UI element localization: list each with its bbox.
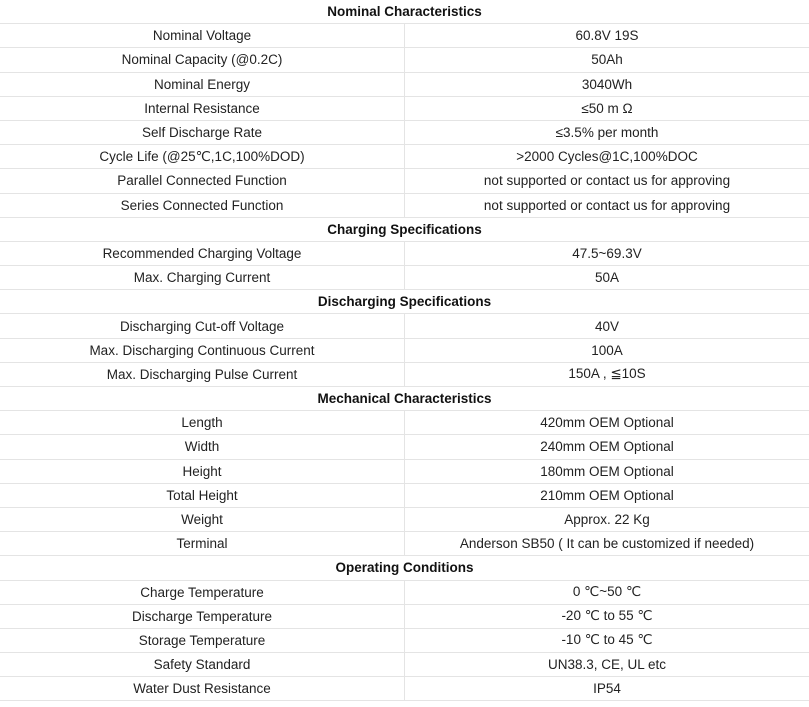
spec-label: Parallel Connected Function: [0, 169, 405, 193]
section-header-row: [0, 556, 809, 580]
table-row: [0, 507, 809, 531]
spec-value: -20 ℃ to 55 ℃: [405, 604, 809, 628]
table-row: [0, 580, 809, 604]
spec-label: Total Height: [0, 483, 405, 507]
spec-label: Nominal Capacity (@0.2C): [0, 48, 405, 72]
spec-label: Recommended Charging Voltage: [0, 241, 405, 265]
spec-value: -10 ℃ to 45 ℃: [405, 628, 809, 652]
table-row: [0, 459, 809, 483]
table-row: [0, 120, 809, 144]
table-row: [0, 193, 809, 217]
spec-label: Self Discharge Rate: [0, 120, 405, 144]
spec-label: Series Connected Function: [0, 193, 405, 217]
table-row: [0, 338, 809, 362]
section-header-row: [0, 0, 809, 24]
spec-value: ≤50 m Ω: [405, 96, 809, 120]
spec-value: 60.8V 19S: [405, 24, 809, 48]
spec-value: ≤3.5% per month: [405, 120, 809, 144]
spec-label: Length: [0, 411, 405, 435]
section-header-row: [0, 217, 809, 241]
spec-value: 100A: [405, 338, 809, 362]
spec-value: 180mm OEM Optional: [405, 459, 809, 483]
table-row: [0, 266, 809, 290]
table-row: [0, 24, 809, 48]
spec-value: 150A , ≦10S: [405, 362, 809, 386]
spec-label: Safety Standard: [0, 653, 405, 677]
spec-label: Height: [0, 459, 405, 483]
table-row: [0, 483, 809, 507]
spec-label: Nominal Energy: [0, 72, 405, 96]
table-row: [0, 169, 809, 193]
spec-value: not supported or contact us for approving: [405, 193, 809, 217]
spec-value: >2000 Cycles@1C,100%DOC: [405, 145, 809, 169]
section-header-row: [0, 290, 809, 314]
spec-value: 240mm OEM Optional: [405, 435, 809, 459]
spec-label: Charge Temperature: [0, 580, 405, 604]
table-row: [0, 653, 809, 677]
table-row: [0, 72, 809, 96]
table-row: [0, 532, 809, 556]
spec-value: UN38.3, CE, UL etc: [405, 653, 809, 677]
table-row: [0, 435, 809, 459]
section-title: Operating Conditions: [0, 556, 809, 580]
spec-label: Discharge Temperature: [0, 604, 405, 628]
table-row: [0, 145, 809, 169]
spec-label: Nominal Voltage: [0, 24, 405, 48]
spec-value: 3040Wh: [405, 72, 809, 96]
table-row: [0, 411, 809, 435]
spec-value: not supported or contact us for approving: [405, 169, 809, 193]
spec-label: Max. Discharging Continuous Current: [0, 338, 405, 362]
spec-label: Terminal: [0, 532, 405, 556]
table-row: [0, 628, 809, 652]
spec-label: Max. Discharging Pulse Current: [0, 362, 405, 386]
table-row: [0, 314, 809, 338]
table-row: [0, 96, 809, 120]
spec-value: 0 ℃~50 ℃: [405, 580, 809, 604]
spec-value: 420mm OEM Optional: [405, 411, 809, 435]
spec-value: 210mm OEM Optional: [405, 483, 809, 507]
spec-label: Discharging Cut-off Voltage: [0, 314, 405, 338]
table-row: [0, 362, 809, 386]
spec-label: Storage Temperature: [0, 628, 405, 652]
spec-label: Max. Charging Current: [0, 266, 405, 290]
section-header-row: [0, 387, 809, 411]
spec-value: 40V: [405, 314, 809, 338]
table-row: [0, 604, 809, 628]
spec-value: 47.5~69.3V: [405, 241, 809, 265]
spec-value: 50Ah: [405, 48, 809, 72]
section-title: Mechanical Characteristics: [0, 387, 809, 411]
section-title: Nominal Characteristics: [0, 0, 809, 24]
spec-value: Anderson SB50 ( It can be customized if needed): [405, 532, 809, 556]
table-row: [0, 677, 809, 701]
spec-label: Water Dust Resistance: [0, 677, 405, 701]
spec-value: 50A: [405, 266, 809, 290]
spec-value: Approx. 22 Kg: [405, 507, 809, 531]
table-row: [0, 48, 809, 72]
spec-label: Width: [0, 435, 405, 459]
spec-label: Cycle Life (@25℃,1C,100%DOD): [0, 145, 405, 169]
table-row: [0, 241, 809, 265]
spec-label: Internal Resistance: [0, 96, 405, 120]
section-title: Discharging Specifications: [0, 290, 809, 314]
spec-value: IP54: [405, 677, 809, 701]
spec-label: Weight: [0, 507, 405, 531]
section-title: Charging Specifications: [0, 217, 809, 241]
